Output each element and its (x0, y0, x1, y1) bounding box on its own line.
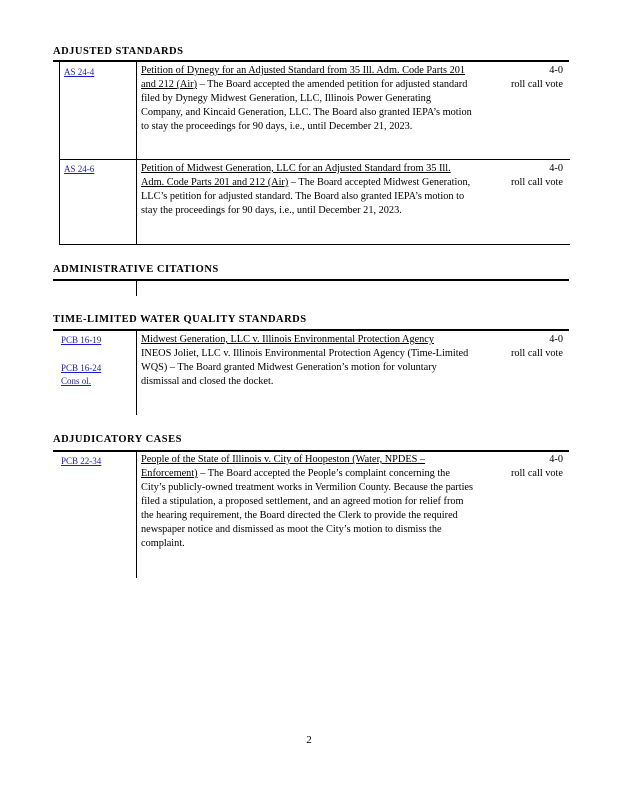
vote-type: roll call vote (510, 348, 563, 359)
case-link-pcb-16-19[interactable]: PCB 16-19 (61, 335, 102, 345)
table-divider (136, 62, 137, 245)
section-heading-time-limited-wqs: TIME-LIMITED WATER QUALITY STANDARDS (53, 314, 307, 325)
section-rule (53, 329, 569, 331)
table-divider (136, 331, 137, 415)
entry-description (141, 453, 475, 551)
section-rule (53, 450, 569, 452)
vote-block (500, 162, 563, 190)
table-divider (136, 281, 137, 296)
entry-body: – The Board accepted Midwest Generation, LLC’s petition for adjusted standard. The Board also granted IEPA’s motion to stay the proceedings for 90 days, i.e., until December 21, 2023. (141, 177, 471, 216)
entry-body: INEOS Joliet, LLC v. Illinois Environmental Protection Agency (Time-Limited WQS) – The Board granted Midwest Generation’s motion for voluntary dismissal and closed the docket. (141, 348, 469, 387)
section-rule (53, 60, 569, 62)
vote-count: 4-0 (549, 334, 563, 345)
vote-count: 4-0 (549, 454, 563, 465)
section-rule (53, 279, 569, 281)
entry-title: Petition of Midwest Generation, LLC for an Adjusted Standard from 35 Ill. Adm. Code Parts 201 and 212 (Air) (141, 163, 451, 188)
table-bottom-rule (59, 244, 570, 245)
case-link-as-24-4[interactable]: AS 24-4 (64, 67, 95, 77)
vote-block (500, 333, 563, 361)
vote-type: roll call vote (510, 177, 563, 188)
vote-block (500, 64, 563, 92)
page-number: 2 (306, 734, 312, 746)
case-link-as-24-6[interactable]: AS 24-6 (64, 164, 95, 174)
section-heading-adjusted-standards: ADJUSTED STANDARDS (53, 46, 184, 57)
entry-description (141, 64, 475, 134)
vote-count: 4-0 (549, 163, 563, 174)
section-heading-adjudicatory-cases: ADJUDICATORY CASES (53, 434, 182, 445)
case-link-pcb-22-34[interactable]: PCB 22-34 (61, 456, 102, 466)
table-divider (136, 452, 137, 578)
entry-title: Midwest Generation, LLC v. Illinois Environmental Protection Agency (141, 334, 435, 345)
vote-block (500, 453, 563, 481)
section-heading-administrative-citations: ADMINISTRATIVE CITATIONS (53, 264, 219, 275)
vote-type: roll call vote (510, 79, 563, 90)
vote-type: roll call vote (510, 468, 563, 479)
vote-count: 4-0 (549, 65, 563, 76)
entry-description (141, 333, 475, 389)
table-border-left (59, 62, 60, 245)
case-consolidated-label[interactable]: Cons ol. (61, 376, 92, 386)
entry-description (141, 162, 475, 218)
entry-body: – The Board accepted the amended petition for adjusted standard filed by Dynegy Midwest Generation, LLC, Illinois Power Generating Company, and Kincaid Generation, LLC. The Board also granted IEPA’s motion to stay the proceedings for 90 days, i.e., until December 21, 2023. (141, 79, 472, 132)
case-link-pcb-16-24[interactable]: PCB 16-24 (61, 363, 102, 373)
entry-title: Petition of Dynegy for an Adjusted Standard from 35 Ill. Adm. Code Parts 201 and 212 (Air) (141, 65, 466, 90)
row-divider (59, 159, 570, 160)
entry-body: – The Board accepted the People’s complaint concerning the City’s publicly-owned treatment works in Vermilion County. Because the parties filed a stipulation, a proposed settlement, and an agreed motion for relief from the hearing requirement, the Board directed the Clerk to provide the required newspaper notice and dismissed as moot the City’s motion to dismiss the complaint. (141, 468, 474, 549)
entry-title: People of the State of Illinois v. City of Hoopeston (Water, NPDES – Enforcement) (141, 454, 426, 479)
